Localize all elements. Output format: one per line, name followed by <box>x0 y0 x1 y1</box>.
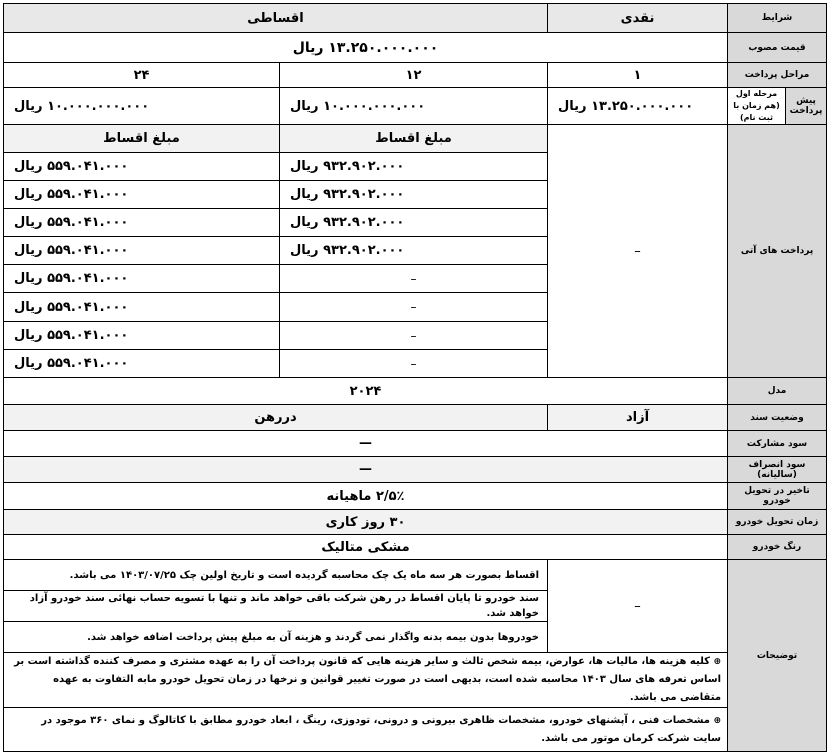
model-value: ۲۰۲۴ <box>4 378 728 405</box>
delivery-time-label: زمان تحویل خودرو <box>728 510 827 535</box>
cancellation-profit-value: — <box>4 457 728 483</box>
cancellation-profit-label: سود انصراف (سالیانه) <box>728 457 827 483</box>
installment-12-7: – <box>280 322 548 350</box>
notes-label: توضیحات <box>728 560 827 752</box>
cash-header: نقدی <box>548 4 728 33</box>
document-status-installment: دررهن <box>4 405 548 431</box>
delivery-delay-label: تاخیر در تحویل خودرو <box>728 483 827 510</box>
installment-24-2: ۵۵۹.۰۴۱.۰۰۰ ریال <box>4 181 280 209</box>
installment-note-1: اقساط بصورت هر سه ماه یک چک محاسبه گردیده است و تاریخ اولین چک ۱۴۰۳/۰۷/۲۵ می باشد. <box>4 560 548 591</box>
conditions-label: شرایط <box>728 4 827 33</box>
installment-header: اقساطی <box>4 4 548 33</box>
future-payments-label: پرداخت های آتی <box>728 125 827 378</box>
installment-amount-header-24: مبلغ اقساط <box>4 125 280 153</box>
bullet-icon: ⊕ <box>713 657 722 667</box>
installment-12-1: ۹۳۲.۹۰۲.۰۰۰ ریال <box>280 153 548 181</box>
delivery-delay-value: ۲/۵٪ ماهیانه <box>4 483 728 510</box>
prepayment-label-cell <box>728 88 827 125</box>
car-color-label: رنگ خودرو <box>728 535 827 560</box>
note-row <box>4 653 827 708</box>
approved-price-label: قیمت مصوب <box>728 33 827 63</box>
document-status-row <box>4 405 827 431</box>
delivery-time-row <box>4 510 827 535</box>
delivery-time-value: ۳۰ روز کاری <box>4 510 728 535</box>
installment-12-4: ۹۳۲.۹۰۲.۰۰۰ ریال <box>280 237 548 265</box>
general-note-2 <box>4 708 728 752</box>
partnership-profit-label: سود مشارکت <box>728 431 827 457</box>
car-color-value: مشکی متالیک <box>4 535 728 560</box>
notes-cash: – <box>548 560 728 653</box>
prepayment-24: ۱۰.۰۰۰.۰۰۰.۰۰۰ ریال <box>4 88 280 125</box>
prepayment-12: ۱۰.۰۰۰.۰۰۰.۰۰۰ ریال <box>280 88 548 125</box>
installment-12-8: – <box>280 350 548 378</box>
delivery-delay-row <box>4 483 827 510</box>
prepayment-row <box>4 88 827 125</box>
installment-24-5: ۵۵۹.۰۴۱.۰۰۰ ریال <box>4 265 280 293</box>
approved-price-value: ۱۳.۲۵۰.۰۰۰.۰۰۰ ریال <box>4 33 728 63</box>
note-row <box>4 560 827 591</box>
installment-12-6: – <box>280 293 548 322</box>
installment-24-6: ۵۵۹.۰۴۱.۰۰۰ ریال <box>4 293 280 322</box>
document-status-cash: آزاد <box>548 405 728 431</box>
general-note-1-text: کلیه هزینه ها، مالیات ها، عوارض، بیمه شخص ثالث و سایر هزینه هایی که قانون پرداخت آن را به عهده مشتری و مصرف کننده گذاشته است بر اساس تعرفه های سال ۱۴۰۳ محاسبه شده است، بدیهی است در صورت تغییر قوانین و نرخها در زمان تحویل خودرو مابه التفاوت به عهده متقاضی می باشد. <box>14 656 722 703</box>
payment-stages-label: مراحل پرداخت <box>728 63 827 88</box>
general-note-1 <box>4 653 728 708</box>
general-note-2-text: مشخصات فنی ، آپشنهای خودرو، مشخصات ظاهری بیرونی و درونی، تودوزی، رینگ ، ابعاد خودرو مطابق با کاتالوگ و نمای ۳۶۰ موجود در سایت شرکت کرمان موتور می باشد. <box>41 714 722 744</box>
price-table <box>3 3 827 752</box>
partnership-profit-row <box>4 431 827 457</box>
installment-note-2: سند خودرو تا پایان اقساط در رهن شرکت باقی خواهد ماند و تنها با تسویه حساب نهائی سند خودرو آزاد خواهد شد. <box>4 591 548 622</box>
installment-24-8: ۵۵۹.۰۴۱.۰۰۰ ریال <box>4 350 280 378</box>
installment-note-3: خودروها بدون بیمه بدنه واگذار نمی گردند و هزینه آن به مبلغ پیش پرداخت اضافه خواهد شد. <box>4 622 548 653</box>
prepayment-cash: ۱۳.۲۵۰.۰۰۰.۰۰۰ ریال <box>548 88 728 125</box>
model-row <box>4 378 827 405</box>
partnership-profit-value: — <box>4 431 728 457</box>
prepayment-label: پیش پرداخت <box>786 88 827 124</box>
header-row <box>4 4 827 33</box>
installment-12-5: – <box>280 265 548 293</box>
installment-24-3: ۵۵۹.۰۴۱.۰۰۰ ریال <box>4 209 280 237</box>
payment-stages-12: ۱۲ <box>280 63 548 88</box>
document-status-label: وضعیت سند <box>728 405 827 431</box>
model-label: مدل <box>728 378 827 405</box>
prepayment-sublabel: مرحله اول (هم زمان با ثبت نام) <box>728 88 786 124</box>
car-color-row <box>4 535 827 560</box>
installment-24-4: ۵۵۹.۰۴۱.۰۰۰ ریال <box>4 237 280 265</box>
installment-24-1: ۵۵۹.۰۴۱.۰۰۰ ریال <box>4 153 280 181</box>
installment-12-3: ۹۳۲.۹۰۲.۰۰۰ ریال <box>280 209 548 237</box>
bullet-icon: ⊕ <box>713 715 722 726</box>
note-row <box>4 708 827 752</box>
future-payments-cash: – <box>548 125 728 378</box>
future-payments-header-row <box>4 125 827 153</box>
payment-stages-row <box>4 63 827 88</box>
payment-stages-cash: ۱ <box>548 63 728 88</box>
installment-amount-header-12: مبلغ اقساط <box>280 125 548 153</box>
installment-12-2: ۹۳۲.۹۰۲.۰۰۰ ریال <box>280 181 548 209</box>
payment-stages-24: ۲۴ <box>4 63 280 88</box>
price-sheet <box>3 3 826 747</box>
installment-24-7: ۵۵۹.۰۴۱.۰۰۰ ریال <box>4 322 280 350</box>
cancellation-profit-row <box>4 457 827 483</box>
approved-price-row <box>4 33 827 63</box>
